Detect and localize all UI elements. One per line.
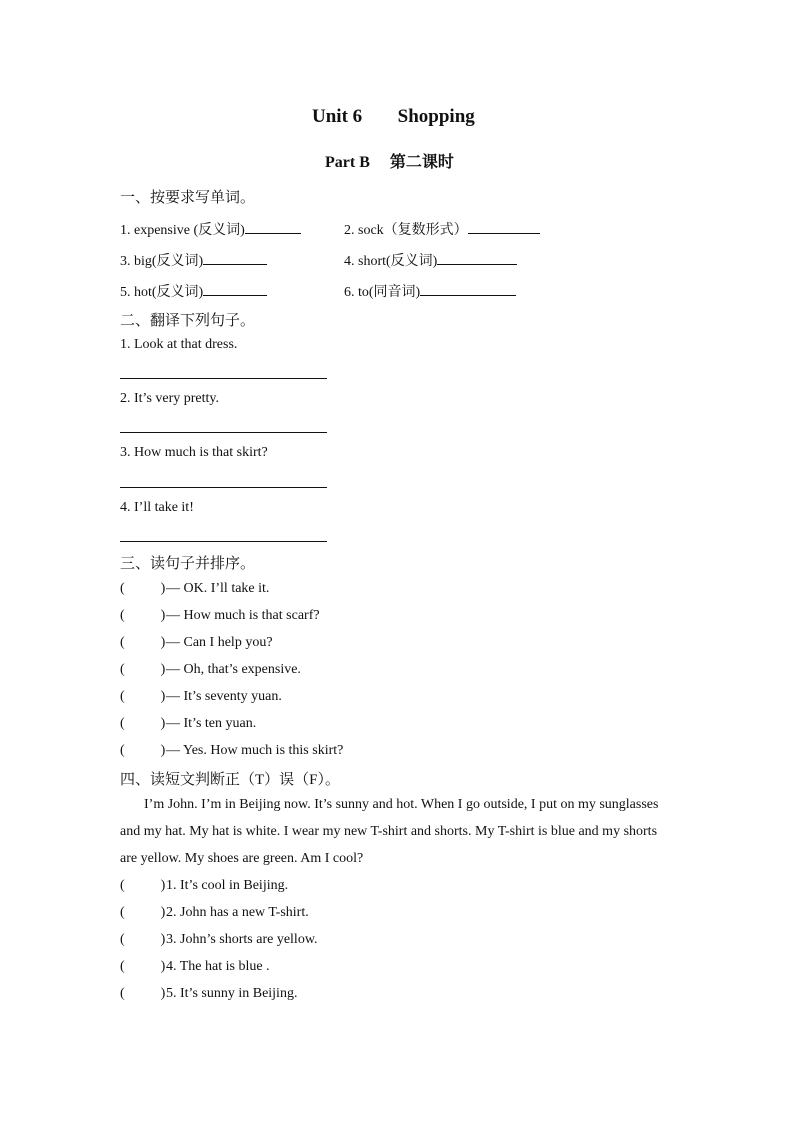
page-title (312, 106, 475, 128)
paren-open: ( (120, 635, 125, 650)
s2-item-4: 4. I’ll take it! (120, 500, 194, 515)
s1-item-2-text: 2. sock（复数形式） (344, 223, 468, 238)
s1-item-3 (120, 250, 267, 270)
s3-item-4 (120, 662, 301, 678)
section3-heading: 三、读句子并排序。 (120, 556, 256, 572)
s4-item-3 (120, 932, 318, 948)
s2-answer-line-2[interactable] (120, 432, 327, 433)
order-bracket[interactable] (120, 716, 166, 732)
s3-item-6 (120, 716, 256, 732)
s1-item-1-text: 1. expensive (反义词) (120, 223, 245, 238)
paren-close: ) (160, 635, 166, 650)
order-bracket[interactable] (120, 743, 166, 759)
paren-close: ) (160, 689, 166, 704)
order-bracket[interactable] (120, 581, 166, 597)
part-label: Part B (325, 154, 370, 171)
s3-item-3 (120, 635, 273, 651)
paren-open: ( (120, 959, 125, 974)
s1-item-5 (120, 281, 267, 301)
s3-item-4-text: — Oh, that’s expensive. (166, 662, 301, 677)
paren-close: ) (160, 716, 166, 731)
s3-item-1 (120, 581, 269, 597)
s4-item-3-text: 3. John’s shorts are yellow. (166, 932, 318, 947)
s1-item-1 (120, 219, 301, 239)
s4-item-5 (120, 986, 297, 1002)
s1-blank-1[interactable] (245, 221, 301, 234)
s3-item-7 (120, 743, 343, 759)
s4-item-2-text: 2. John has a new T-shirt. (166, 905, 309, 920)
paren-open: ( (120, 581, 125, 596)
paren-open: ( (120, 743, 125, 758)
reading-passage: I’m John. I’m in Beijing now. It’s sunny and hot. When I go outside, I put on my sunglasses and my hat. My hat is white. I wear my new T-shirt and shorts. My T-shirt is blue and my shorts are yellow. My shoes are green. Am I cool? (120, 797, 659, 866)
s1-blank-4[interactable] (437, 252, 517, 265)
section4-heading: 四、读短文判断正（T）误（F）。 (120, 772, 341, 788)
s4-item-1 (120, 878, 288, 894)
unit-label: Unit 6 (312, 106, 363, 127)
order-bracket[interactable] (120, 608, 166, 624)
paren-close: ) (160, 959, 166, 974)
s3-item-1-text: — OK. I’ll take it. (166, 581, 270, 596)
s1-item-5-text: 5. hot(反义词) (120, 285, 204, 300)
paren-open: ( (120, 662, 125, 677)
s2-item-3: 3. How much is that skirt? (120, 445, 268, 460)
s2-item-1: 1. Look at that dress. (120, 337, 238, 352)
paren-open: ( (120, 932, 125, 947)
paren-open: ( (120, 986, 125, 1001)
paren-close: ) (160, 905, 166, 920)
paren-open: ( (120, 689, 125, 704)
s2-answer-line-1[interactable] (120, 378, 327, 379)
section1-heading: 一、按要求写单词。 (120, 190, 256, 206)
paren-close: ) (160, 743, 166, 758)
s2-item-2: 2. It’s very pretty. (120, 391, 220, 406)
tf-bracket[interactable] (120, 905, 166, 921)
tf-bracket[interactable] (120, 878, 166, 894)
paren-close: ) (160, 662, 166, 677)
order-bracket[interactable] (120, 662, 166, 678)
paren-close: ) (160, 986, 166, 1001)
s4-item-1-text: 1. It’s cool in Beijing. (166, 878, 289, 893)
s1-blank-5[interactable] (203, 283, 267, 296)
s3-item-5 (120, 689, 282, 705)
paren-close: ) (160, 878, 166, 893)
s2-answer-line-4[interactable] (120, 541, 327, 542)
s3-item-2-text: — How much is that scarf? (166, 608, 320, 623)
paren-close: ) (160, 932, 166, 947)
s4-item-2 (120, 905, 309, 921)
s3-item-6-text: — It’s ten yuan. (166, 716, 257, 731)
s3-item-5-text: — It’s seventy yuan. (166, 689, 282, 704)
topic-label: Shopping (397, 106, 475, 127)
s1-item-4-text: 4. short(反义词) (344, 254, 438, 269)
lesson-label: 第二课时 (389, 154, 454, 171)
s1-item-2 (344, 219, 540, 239)
s1-item-6-text: 6. to(同音词) (344, 285, 421, 300)
s1-item-3-text: 3. big(反义词) (120, 254, 204, 269)
paren-open: ( (120, 608, 125, 623)
order-bracket[interactable] (120, 635, 166, 651)
paren-open: ( (120, 716, 125, 731)
s4-item-4-text: 4. The hat is blue . (166, 959, 270, 974)
tf-bracket[interactable] (120, 932, 166, 948)
s3-item-7-text: — Yes. How much is this skirt? (166, 743, 344, 758)
paren-open: ( (120, 878, 125, 893)
s3-item-2 (120, 608, 320, 624)
page-subtitle (325, 149, 454, 172)
tf-bracket[interactable] (120, 986, 166, 1002)
s1-item-6 (344, 281, 516, 301)
paren-open: ( (120, 905, 125, 920)
s1-blank-6[interactable] (420, 283, 516, 296)
paren-close: ) (160, 581, 166, 596)
s4-item-4 (120, 959, 270, 975)
s2-answer-line-3[interactable] (120, 487, 327, 488)
tf-bracket[interactable] (120, 959, 166, 975)
order-bracket[interactable] (120, 689, 166, 705)
s1-blank-3[interactable] (203, 252, 267, 265)
s3-item-3-text: — Can I help you? (166, 635, 273, 650)
section2-heading: 二、翻译下列句子。 (120, 313, 256, 329)
s4-item-5-text: 5. It’s sunny in Beijing. (166, 986, 298, 1001)
s1-item-4 (344, 250, 517, 270)
s1-blank-2[interactable] (468, 221, 540, 234)
paren-close: ) (160, 608, 166, 623)
